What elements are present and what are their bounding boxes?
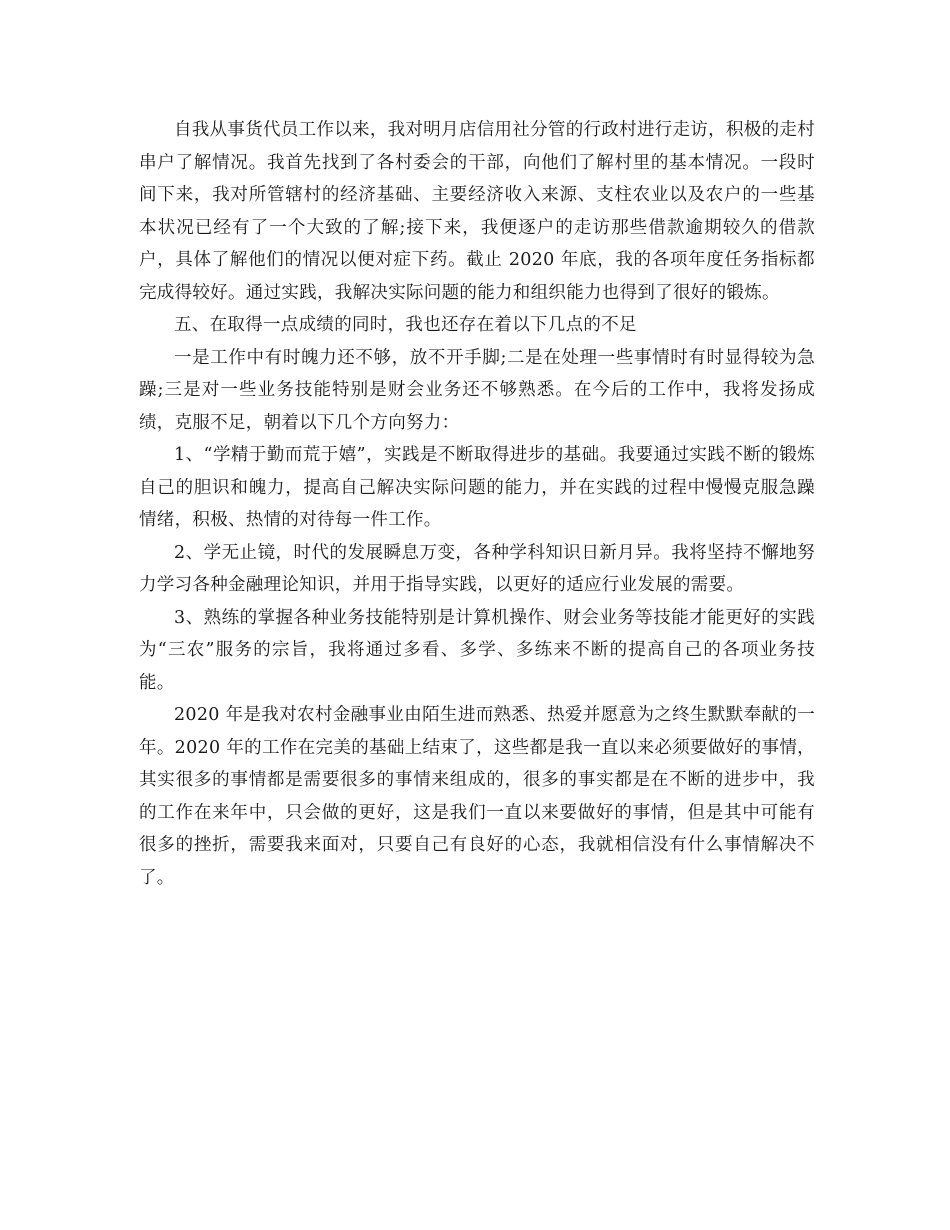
document-body (139, 114, 815, 894)
paragraph-shortcomings-heading: 五、在取得一点成绩的同时，我也还存在着以下几点的不足 (174, 315, 637, 335)
paragraph-item-1: 1、“学精于勤而荒于嬉”，实践是不断取得进步的基础。我要通过实践不断的锻炼自己的胆识和魄力，提高自己解决实际问题的能力，并在实践的过程中慢慢克服急躁情绪，积极、热情的对待每一件工作。 (139, 445, 815, 530)
paragraph-shortcomings: 一是工作中有时魄力还不够，放不开手脚;二是在处理一些事情时有时显得较为急躁;三是对一些业务技能特别是财会业务还不够熟悉。在今后的工作中，我将发扬成绩，克服不足，朝着以下几个方向努力： (139, 347, 815, 433)
paragraph-conclusion: 2020 年是我对农村金融事业由陌生进而熟悉、热爱并愿意为之终生默默奉献的一年。2020 年的工作在完美的基础上结束了，这些都是我一直以来必须要做好的事情，其实很多的事情都是需要很多的事情来组成的，很多的事实都是在不断的进步中，我的工作在来年中，只会做的更好，这是我们一直以来要做好的事情，但是其中可能有很多的挫折，需要我来面对，只要自己有良好的心态，我就相信没有什么事情解决不了。 (139, 705, 815, 888)
paragraph-work-visits: 自我从事货代员工作以来，我对明月店信用社分管的行政村进行走访，积极的走村串户了解情况。我首先找到了各村委会的干部，向他们了解村里的基本情况。一段时间下来，我对所管辖村的经济基础、主要经济收入来源、支柱农业以及农户的一些基本状况已经有了一个大致的了解;接下来，我便逐户的走访那些借款逾期较久的借款户，具体了解他们的情况以便对症下药。截止 2020 年底，我的各项年度任务指标都完成得较好。通过实践，我解决实际问题的能力和组织能力也得到了很好的锻炼。 (139, 120, 815, 303)
paragraph-item-2: 2、学无止镜，时代的发展瞬息万变，各种学科知识日新月异。我将坚持不懈地努力学习各种金融理论知识，并用于指导实践，以更好的适应行业发展的需要。 (139, 542, 815, 595)
paragraph-item-3: 3、熟练的掌握各种业务技能特别是计算机操作、财会业务等技能才能更好的实践为“三农”服务的宗旨，我将通过多看、多学、多练来不断的提高自己的各项业务技能。 (139, 607, 815, 693)
